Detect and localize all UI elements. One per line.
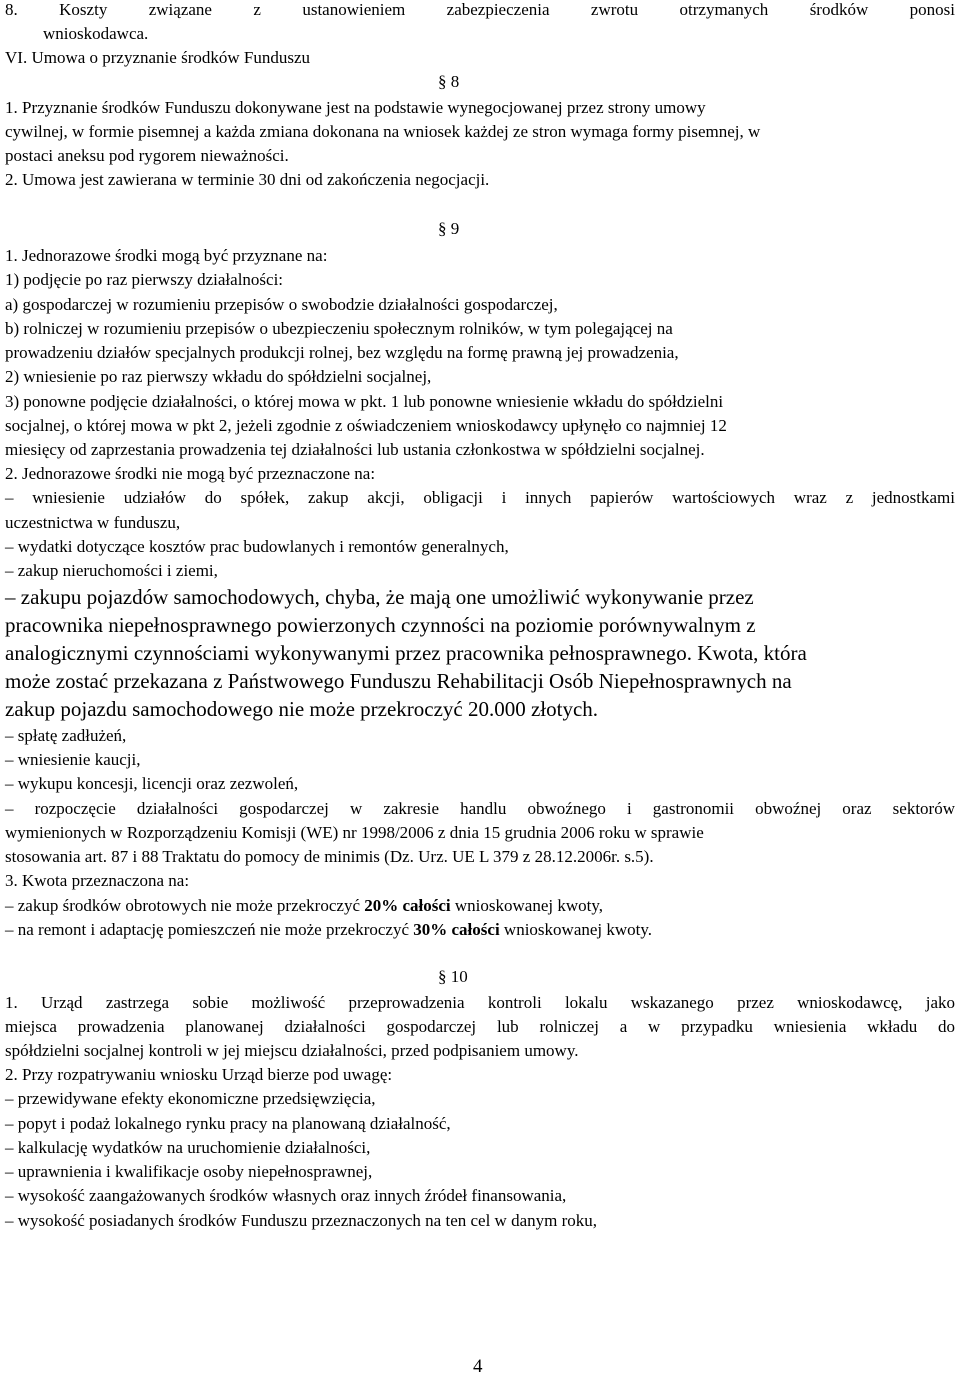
s9-line-19: wymienionych w Rozporządzeniu Komisji (WE) nr 1998/2006 z dnia 15 grudnia 2006 roku w sprawie [5,823,704,842]
s9-big-line-1: – zakupu pojazdów samochodowych, chyba, że mają one umożliwić wykonywanie przez [5,585,754,609]
section-8-heading: § 8 [438,72,460,91]
s9-big-line-5: zakup pojazdu samochodowego nie może przekroczyć 20.000 złotych. [5,697,599,721]
s9-line-12: uczestnictwa w funduszu, [5,513,181,532]
s9-line-09: miesięcy od zaprzestania prowadzenia tej działalności lub ustania członkostwa w spółdzielni socjalnej. [5,440,705,459]
s9-line-22-a: – zakup środków obrotowych nie może przekroczyć [5,896,365,915]
s9-line-08: socjalnej, o której mowa w pkt 2, jeżeli zgodnie z oświadczeniem wnioskodawcy upłynęło co najmniej 12 [5,416,727,435]
s9-line-17: – wykupu koncesji, licencji oraz zezwoleń, [5,774,299,793]
section-9-heading: § 9 [438,219,460,238]
s9-line-22-c: wnioskowanej kwoty, [450,896,603,915]
item-8-line-2: wnioskodawca. [43,24,149,43]
s9-line-07: 3) ponowne podjęcie działalności, o której mowa w pkt. 1 lub ponowne wniesienie wkładu do spółdzielni [5,392,724,411]
s8-line-2: cywilnej, w formie pisemnej a każda zmiana dokonana na wniosek każdej ze stron wymaga formy pisemnej, w [5,122,761,141]
s10-line-09: – wysokość zaangażowanych środków własnych oraz innych źródeł finansowania, [5,1186,567,1205]
s8-line-1: 1. Przyznanie środków Funduszu dokonywane jest na podstawie wynegocjowanej przez strony umowy [5,98,706,117]
s9-line-22-bold: 20% całości [364,896,451,915]
s10-line-10: – wysokość posiadanych środków Funduszu przeznaczonych na ten cel w danym roku, [5,1211,598,1230]
section-10-heading: § 10 [438,967,468,986]
s9-line-05: prowadzeniu działów specjalnych produkcji rolnej, bez względu na formę prawną jej prowadzenia, [5,343,679,362]
s9-line-06: 2) wniesienie po raz pierwszy wkładu do spółdzielni socjalnej, [5,367,432,386]
s9-line-21: 3. Kwota przeznaczona na: [5,871,190,890]
s9-line-23-c: wnioskowanej kwoty. [499,920,653,939]
s10-line-05: – przewidywane efekty ekonomiczne przedsięwzięcia, [5,1089,376,1108]
s9-line-13: – wydatki dotyczące kosztów prac budowlanych i remontów generalnych, [5,537,509,556]
s9-line-16: – wniesienie kaucji, [5,750,141,769]
s9-big-line-4: może zostać przekazana z Państwowego Funduszu Rehabilitacji Osób Niepełnosprawnych na [5,669,792,693]
item-8-line-1: 8. Koszty związane z ustanowieniem zabezpieczenia zwrotu otrzymanych środków ponosi [5,0,955,19]
s9-line-03: a) gospodarczej w rozumieniu przepisów o swobodzie działalności gospodarczej, [5,295,558,314]
s10-line-06: – popyt i podaż lokalnego rynku pracy na planowaną działalność, [5,1114,451,1133]
s9-line-04: b) rolniczej w rozumieniu przepisów o ubezpieczeniu społecznym rolników, w tym polegającej na [5,319,673,338]
heading-vi: VI. Umowa o przyznanie środków Funduszu [5,48,310,67]
s10-line-04: 2. Przy rozpatrywaniu wniosku Urząd bierze pod uwagę: [5,1065,393,1084]
s9-line-15: – spłatę zadłużeń, [5,726,127,745]
page-number: 4 [473,1356,483,1377]
s9-line-23-a: – na remont i adaptację pomieszczeń nie może przekroczyć [5,920,414,939]
s9-line-11: – wniesienie udziałów do spółek, zakup akcji, obligacji i innych papierów wartościowych wraz z jednostkami [5,488,955,507]
s8-line-4: 2. Umowa jest zawierana w terminie 30 dni od zakończenia negocjacji. [5,170,490,189]
s9-line-23-bold: 30% całości [413,920,500,939]
s9-line-23 [5,919,652,941]
s9-line-20: stosowania art. 87 i 88 Traktatu do pomocy de minimis (Dz. Urz. UE L 379 z 28.12.2006r. s.5). [5,847,654,866]
s9-line-01: 1. Jednorazowe środki mogą być przyznane na: [5,246,328,265]
s10-line-01: 1. Urząd zastrzega sobie możliwość przeprowadzenia kontroli lokalu wskazanego przez wnioskodawcę, jako [5,993,955,1012]
s9-line-02: 1) podjęcie po raz pierwszy działalności: [5,270,284,289]
s10-line-02: miejsca prowadzenia planowanej działalności gospodarczej lub rolniczej a w przypadku wniesienia wkładu do [5,1017,955,1036]
s9-line-14: – zakup nieruchomości i ziemi, [5,561,218,580]
s10-line-07: – kalkulację wydatków na uruchomienie działalności, [5,1138,371,1157]
s9-line-22 [5,895,603,917]
s10-line-08: – uprawnienia i kwalifikacje osoby niepełnosprawnej, [5,1162,373,1181]
s8-line-3: postaci aneksu pod rygorem nieważności. [5,146,289,165]
s10-line-03: spółdzielni socjalnej kontroli w jej miejscu działalności, przed podpisaniem umowy. [5,1041,579,1060]
s9-line-10: 2. Jednorazowe środki nie mogą być przeznaczone na: [5,464,376,483]
s9-line-18: – rozpoczęcie działalności gospodarczej w zakresie handlu obwoźnego i gastronomii obwoźnej oraz sektorów [5,799,955,818]
s9-big-line-3: analogicznymi czynnościami wykonywanymi przez pracownika pełnosprawnego. Kwota, która [5,641,807,665]
s9-big-line-2: pracownika niepełnosprawnego powierzonych czynności na poziomie porównywalnym z [5,613,756,637]
